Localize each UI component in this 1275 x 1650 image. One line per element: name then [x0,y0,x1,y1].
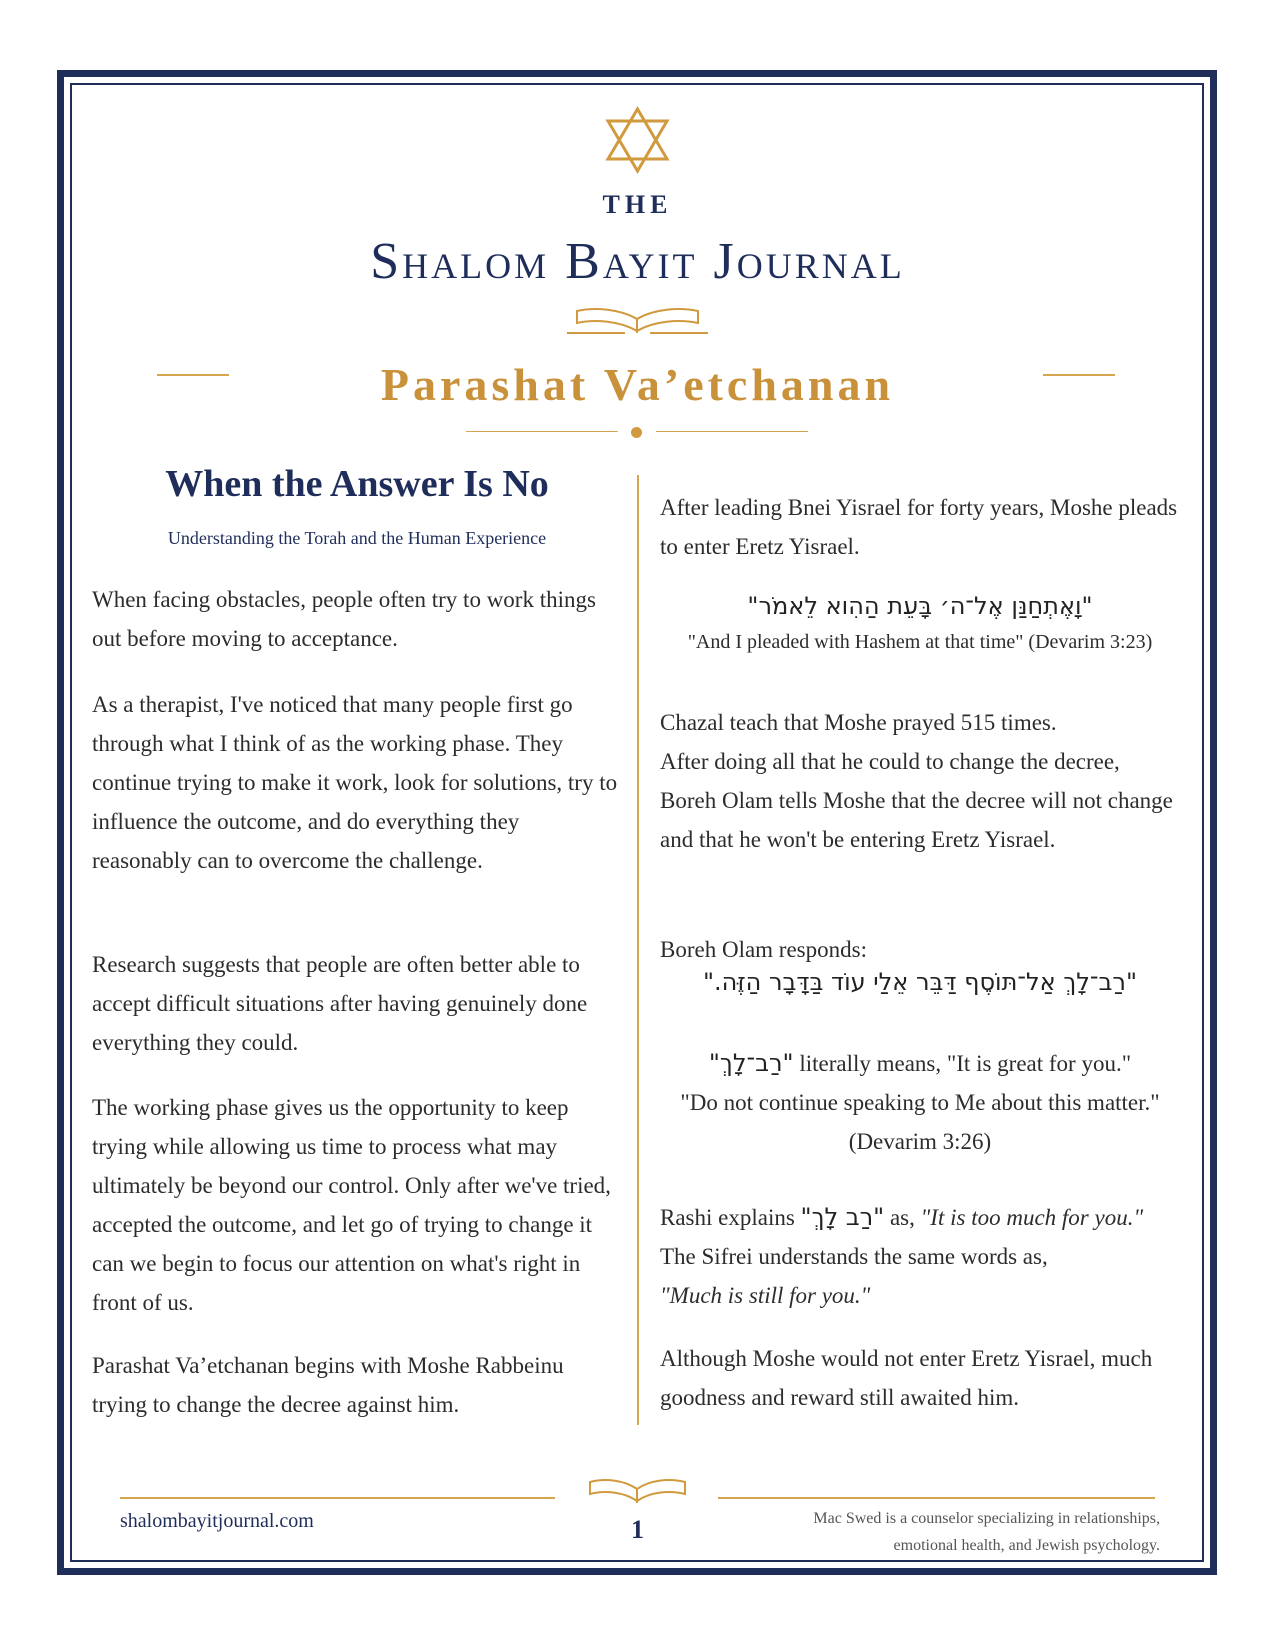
sifrei-line: The Sifrei understands the same words as, [660,1244,1048,1269]
left-paragraph-3: Research suggests that people are often better able to accept difficult situations after having genuinely done everything they could. [92,952,588,1055]
author-bio [760,1505,1160,1559]
right-intro: After leading Bnei Yisrael for forty years, Moshe pleads to enter Eretz Yisrael. [660,495,1178,559]
footer-line-right [718,1497,1155,1499]
masthead-title: Shalom Bayit Journal [370,233,905,290]
divider-line-right [656,431,808,432]
author-bio-line-2: emotional health, and Jewish psychology. [893,1537,1160,1554]
article-title: When the Answer Is No [165,463,549,505]
divider-line-left [466,431,618,432]
quote1-hebrew: "וָאֶתְחַנַּן אֶל־ה׳ בָּעֵת הַהִוא לֵאמֹר" [747,592,1093,620]
open-book-footer-icon [580,1475,695,1507]
footer-line-left [120,1497,555,1499]
article-subtitle: Understanding the Torah and the Human Experience [167,528,547,548]
rav-lach-line [660,1044,1180,1083]
rashi-hebrew: "רַב לָךְ" [800,1203,885,1231]
left-paragraph-5: Parashat Va’etchanan begins with Moshe Rabbeinu trying to change the decree against him. [92,1353,564,1417]
open-book-icon [565,303,710,338]
left-paragraph-2: As a therapist, I've noticed that many people first go through what I think of as the working phase. They continue trying to make it work, look for solutions, try to influence the outcome, and do everything they reasonably can to overcome the challenge. [92,692,618,873]
masthead-the: THE [602,190,673,219]
star-of-david-icon [600,105,675,175]
page-number: 1 [631,1515,644,1544]
left-paragraph-1: When facing obstacles, people often try to work things out before moving to acceptance. [92,587,596,651]
rashi-as: as, [884,1205,921,1230]
quote2-hebrew: "רַב־לָךְ אַל־תּוֹסֶף דַּבֵּר אֵלַי עוֹד בַּדָּבָר הַזֶּה." [703,968,1137,996]
column-divider [637,475,639,1425]
website-link[interactable]: shalombayitjournal.com [120,1510,314,1532]
parashah-heading: Parashat Va’etchanan [380,359,895,410]
chazal-paragraph: After doing all that he could to change the decree, Boreh Olam tells Moshe that the decree will not change and that he won't be entering Eretz Yisrael. [660,749,1173,852]
sifrei-quote: "Much is still for you." [660,1283,871,1308]
rav-lach-meaning: literally means, "It is great for you." [793,1051,1132,1076]
quote1-english: "And I pleaded with Hashem at that time" (Devarim 3:23) [687,631,1153,653]
closing-paragraph: Although Moshe would not enter Eretz Yisrael, much goodness and reward still awaited him. [660,1346,1153,1410]
rashi-prefix: Rashi explains [660,1205,801,1230]
rashi-quote: "It is too much for you." [920,1205,1144,1230]
chazal-line-1: Chazal teach that Moshe prayed 515 times. [660,710,1057,735]
rav-lach-hebrew: "רַב־לָךְ" [708,1049,794,1077]
responds-label: Boreh Olam responds: [660,937,867,962]
divider-dot [631,427,642,438]
rashi-line [660,1198,1180,1237]
do-not-continue-quote: "Do not continue speaking to Me about this matter." (Devarim 3:26) [680,1090,1160,1154]
left-paragraph-4: The working phase gives us the opportunity to keep trying while allowing us time to process what may ultimately be beyond our control. Only after we've tried, accepted the outcome, and let go of trying to change it can we begin to focus our attention on what's right in front of us. [92,1095,611,1315]
author-bio-line-1: Mac Swed is a counselor specializing in relationships, [813,1510,1160,1527]
